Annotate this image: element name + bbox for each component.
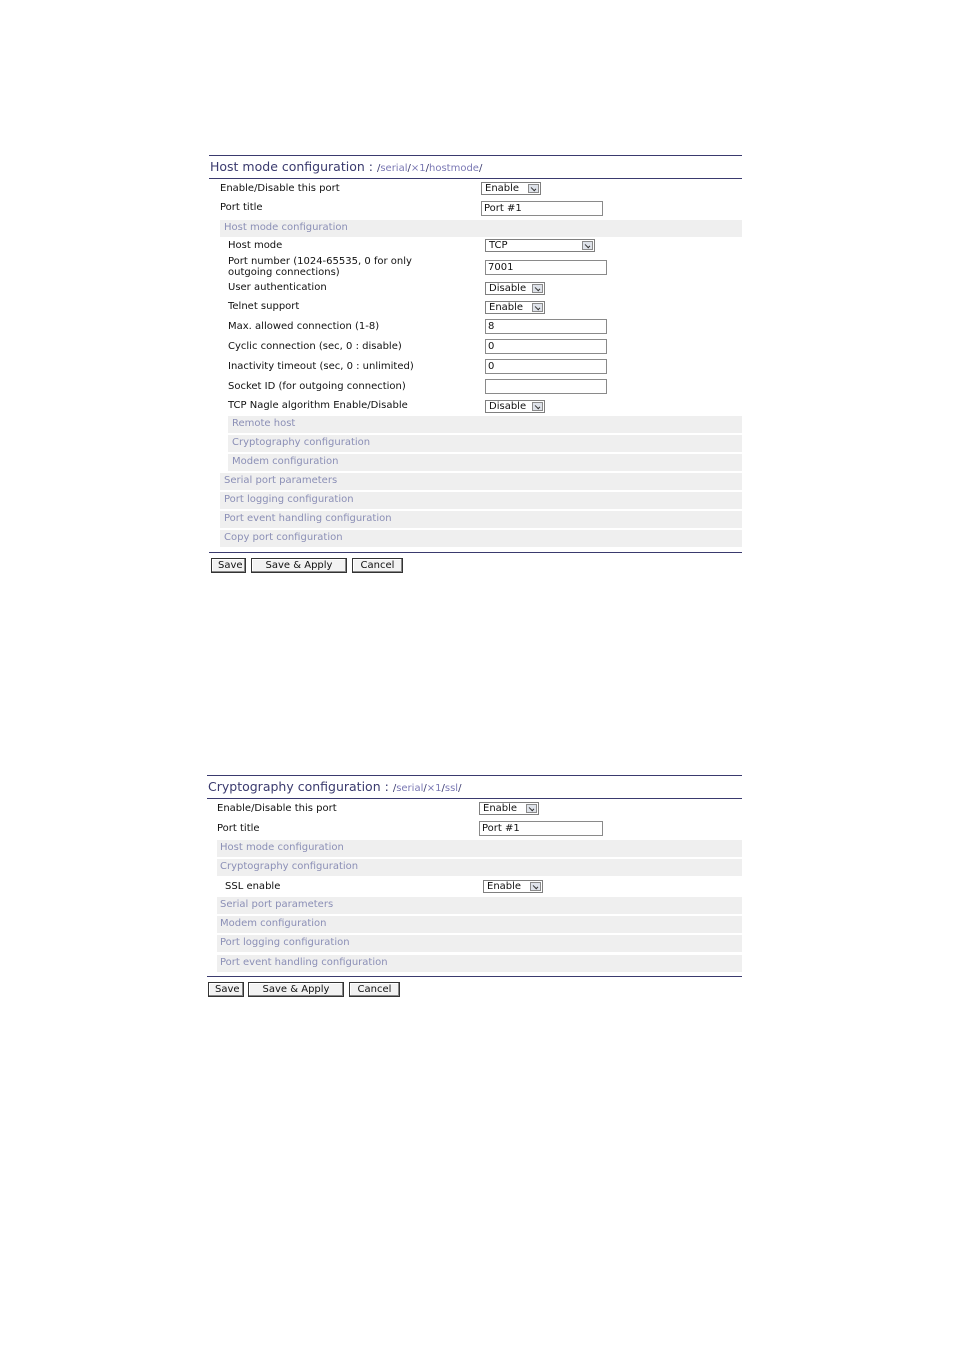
remote-host-link[interactable]: Remote host [232,418,296,429]
ssl-enable-value: Enable [487,881,522,892]
tcp-nagle-label: TCP Nagle algorithm Enable/Disable [228,400,408,411]
chevron-down-icon [532,303,543,312]
breadcrumb-port[interactable]: ×1 [410,163,426,174]
breadcrumb-port[interactable]: ×1 [426,783,442,794]
socket-id-input[interactable] [485,379,607,394]
port-title-label: Port title [217,823,260,834]
breadcrumb-sep: / [392,783,397,794]
tcp-nagle-value: Disable [489,401,527,412]
remote-host-row [228,416,742,433]
host-mode-row [217,840,742,857]
enable-port-select[interactable] [481,182,541,195]
max-connection-label: Max. allowed connection (1-8) [228,321,380,332]
socket-id-label: Socket ID (for outgoing connection) [228,381,406,392]
serial-port-params-row [217,897,742,914]
cancel-button[interactable]: Cancel [349,982,400,997]
modem-link[interactable]: Modem configuration [220,918,327,929]
breadcrumb-serial[interactable]: serial [396,783,424,794]
enable-port-value: Enable [483,803,518,814]
breadcrumb [393,783,462,794]
user-auth-label: User authentication [228,282,327,293]
cryptography-panel [207,775,742,1005]
enable-port-label: Enable/Disable this port [217,803,337,814]
modem-row [228,454,742,471]
copy-port-row [220,530,742,547]
cancel-button[interactable]: Cancel [352,558,403,573]
port-event-link[interactable]: Port event handling configuration [224,513,392,524]
user-auth-value: Disable [489,283,527,294]
port-event-row [220,511,742,528]
serial-port-params-link[interactable]: Serial port parameters [220,899,334,910]
copy-port-link[interactable]: Copy port configuration [224,532,343,543]
panel-bottom-divider [209,552,742,553]
breadcrumb-ssl[interactable]: ssl [444,783,459,794]
page-title [208,779,461,794]
title-separator: : [364,159,377,174]
page-title-text: Host mode configuration [210,159,365,174]
cryptography-section-link[interactable]: Cryptography configuration [220,861,359,872]
breadcrumb-sep: / [458,783,462,794]
port-event-row [217,955,742,972]
host-mode-label: Host mode [228,240,283,251]
cryptography-row [228,435,742,452]
enable-port-label: Enable/Disable this port [220,183,340,194]
breadcrumb-sep: / [425,163,429,174]
breadcrumb-sep: / [423,783,427,794]
port-logging-link[interactable]: Port logging configuration [224,494,354,505]
user-auth-select[interactable] [485,282,545,295]
port-logging-link[interactable]: Port logging configuration [220,937,350,948]
host-mode-select[interactable] [485,239,595,252]
port-number-input[interactable] [485,260,607,275]
host-mode-section-header [220,220,742,237]
chevron-down-icon [530,882,541,891]
panel-bottom-divider [207,976,742,977]
host-mode-link[interactable]: Host mode configuration [220,842,344,853]
save-apply-button[interactable]: Save & Apply [248,982,344,997]
host-mode-value: TCP [489,240,508,251]
port-title-input[interactable] [481,201,603,216]
breadcrumb-sep: / [376,163,381,174]
port-logging-row [217,935,742,952]
telnet-select[interactable] [485,301,545,314]
chevron-down-icon [582,241,593,250]
telnet-value: Enable [489,302,524,313]
max-connection-input[interactable] [485,319,607,334]
panel-title-bar [207,775,742,799]
cryptography-section-header [217,859,742,876]
cryptography-link[interactable]: Cryptography configuration [232,437,371,448]
chevron-down-icon [528,184,539,193]
page-title [210,159,482,174]
cyclic-connection-label: Cyclic connection (sec, 0 : disable) [228,341,402,352]
chevron-down-icon [532,284,543,293]
cyclic-connection-input[interactable] [485,339,607,354]
breadcrumb-sep: / [441,783,445,794]
breadcrumb-serial[interactable]: serial [380,163,408,174]
chevron-down-icon [532,402,543,411]
inactivity-timeout-input[interactable] [485,359,607,374]
breadcrumb-sep: / [407,163,411,174]
port-logging-row [220,492,742,509]
breadcrumb-hostmode[interactable]: hostmode [429,163,479,174]
serial-port-params-row [220,473,742,490]
ssl-enable-label: SSL enable [225,881,281,892]
modem-row [217,916,742,933]
host-mode-section-link[interactable]: Host mode configuration [224,222,348,233]
port-event-link[interactable]: Port event handling configuration [220,957,388,968]
port-title-input[interactable] [479,821,603,836]
save-button[interactable]: Save [208,982,244,997]
enable-port-select[interactable] [479,802,539,815]
telnet-label: Telnet support [228,301,300,312]
save-button[interactable]: Save [211,558,246,573]
enable-port-value: Enable [485,183,520,194]
inactivity-timeout-label: Inactivity timeout (sec, 0 : unlimited) [228,361,414,372]
modem-link[interactable]: Modem configuration [232,456,339,467]
port-title-label: Port title [220,202,263,213]
host-mode-panel [209,155,742,580]
panel-title-bar [209,155,742,179]
breadcrumb-sep: / [478,163,483,174]
title-separator: : [380,779,393,794]
chevron-down-icon [526,804,537,813]
serial-port-params-link[interactable]: Serial port parameters [224,475,338,486]
ssl-enable-select[interactable] [483,880,543,893]
tcp-nagle-select[interactable] [485,400,545,413]
save-apply-button[interactable]: Save & Apply [251,558,347,573]
page-title-text: Cryptography configuration [208,779,381,794]
breadcrumb [377,163,482,174]
port-number-label: Port number (1024-65535, 0 for only outgoing connections) [228,256,412,278]
